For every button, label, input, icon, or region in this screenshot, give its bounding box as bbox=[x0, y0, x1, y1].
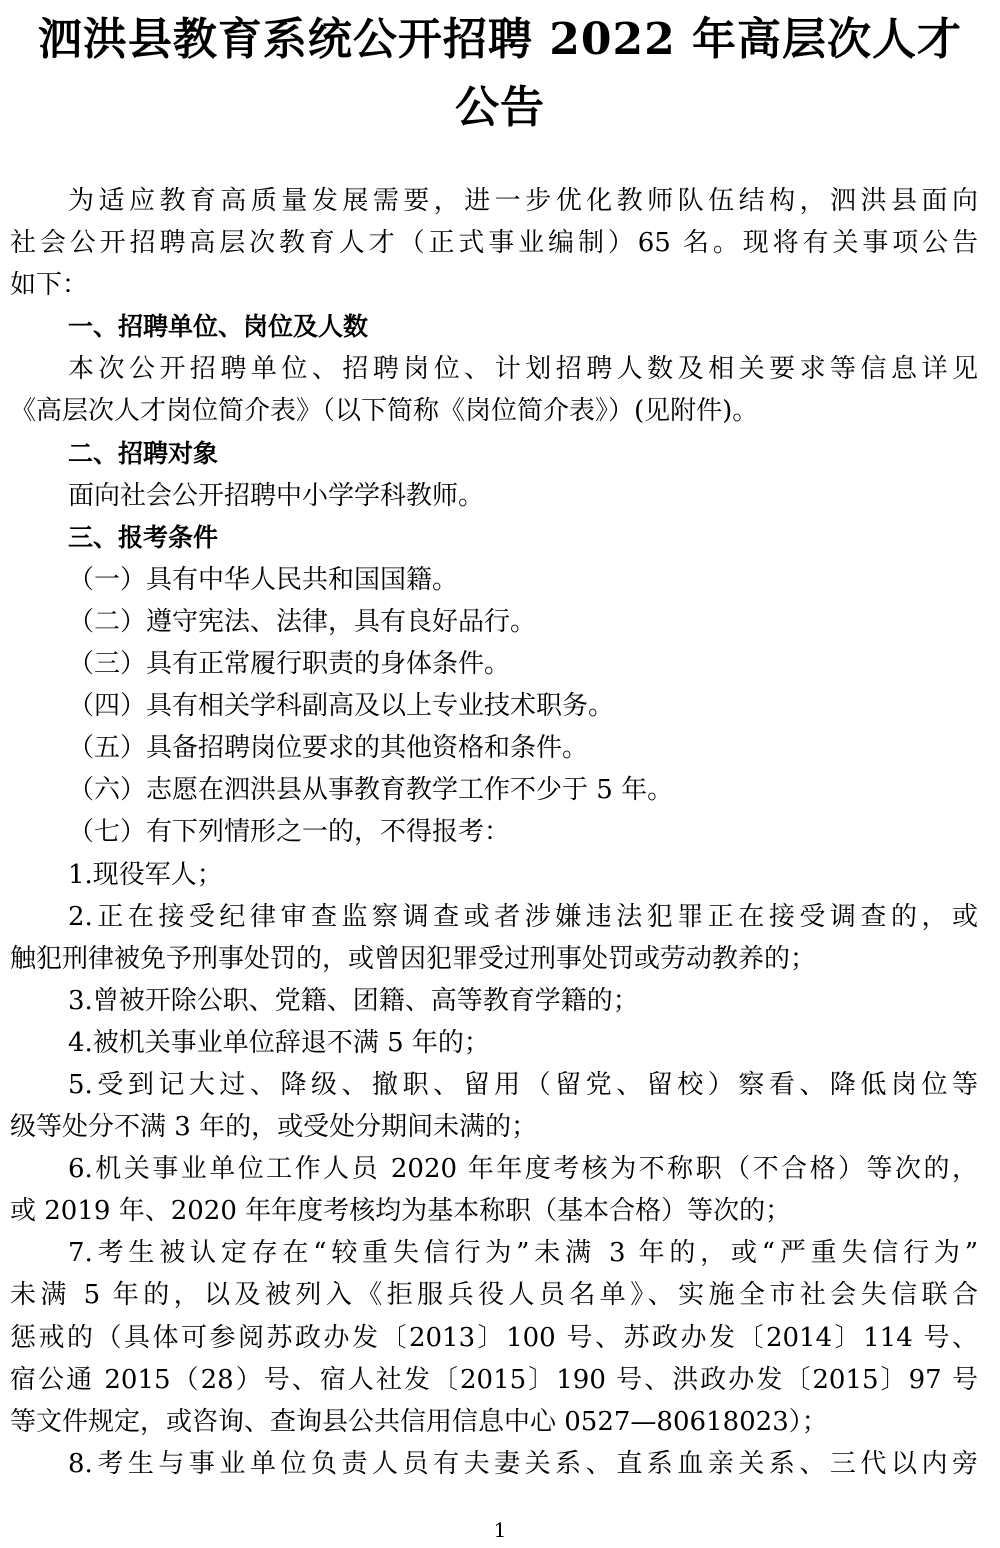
document-title-line-2: 公告 bbox=[455, 82, 545, 133]
paragraph-line: 如下： bbox=[10, 270, 89, 301]
exclusion-item: 2.正在接受纪律审查监察调查或者涉嫌违法犯罪正在接受调查的，或 bbox=[68, 901, 978, 932]
exclusion-item: 5.受到记大过、降级、撤职、留用（留党、留校）察看、降低岗位等 bbox=[68, 1069, 978, 1100]
paragraph-line: 社会公开招聘高层次教育人才（正式事业编制）65 名。现将有关事项公告 bbox=[10, 228, 978, 259]
paragraph-line: 《高层次人才岗位简介表》（以下简称《岗位简介表》）(见附件)。 bbox=[10, 396, 759, 427]
condition-item: （二）遵守宪法、法律，具有良好品行。 bbox=[68, 606, 537, 637]
section-heading-3: 三、报考条件 bbox=[68, 522, 219, 552]
exclusion-item: 6.机关事业单位工作人员 2020 年年度考核为不称职（不合格）等次的， bbox=[68, 1154, 978, 1185]
exclusion-item-continued: 或 2019 年、2020 年年度考核均为基本称职（基本合格）等次的； bbox=[10, 1196, 792, 1227]
page-number: 1 bbox=[493, 1518, 507, 1542]
section-heading-1: 一、招聘单位、岗位及人数 bbox=[68, 312, 369, 342]
condition-item: （六）志愿在泗洪县从事教育教学工作不少于 5 年。 bbox=[68, 775, 674, 806]
paragraph-line: 为适应教育高质量发展需要，进一步优化教师队伍结构，泗洪县面向 bbox=[68, 186, 978, 216]
condition-item: （七）有下列情形之一的，不得报考： bbox=[68, 817, 511, 848]
document-title-line-1: 泗洪县教育系统公开招聘 2022 年高层次人才 bbox=[37, 14, 963, 65]
exclusion-item-continued: 未满 5 年的，以及被列入《拒服兵役人员名单》、实施全市社会失信联合 bbox=[10, 1280, 978, 1311]
exclusion-item-continued: 级等处分不满 3 年的，或受处分期间未满的； bbox=[10, 1112, 538, 1143]
paragraph-line: 本次公开招聘单位、招聘岗位、计划招聘人数及相关要求等信息详见 bbox=[68, 354, 978, 385]
exclusion-item-continued: 触犯刑律被免予刑事处罚的，或曾因犯罪受过刑事处罚或劳动教养的； bbox=[10, 943, 817, 974]
exclusion-item-continued: 惩戒的（具体可参阅苏政办发〔2013〕100 号、苏政办发〔2014〕114 号、 bbox=[10, 1322, 978, 1353]
section-heading-2: 二、招聘对象 bbox=[68, 438, 219, 468]
exclusion-item: 4.被机关事业单位辞退不满 5 年的； bbox=[68, 1027, 490, 1058]
condition-item: （一）具有中华人民共和国国籍。 bbox=[68, 564, 459, 595]
exclusion-item: 7.考生被认定存在“较重失信行为”未满 3 年的，或“严重失信行为” bbox=[68, 1238, 978, 1269]
condition-item: （三）具有正常履行职责的身体条件。 bbox=[68, 649, 511, 680]
paragraph-line: 面向社会公开招聘中小学学科教师。 bbox=[68, 480, 485, 511]
condition-item: （四）具有相关学科副高及以上专业技术职务。 bbox=[68, 691, 615, 722]
exclusion-item: 3.曾被开除公职、党籍、团籍、高等教育学籍的； bbox=[68, 985, 639, 1016]
condition-item: （五）具备招聘岗位要求的其他资格和条件。 bbox=[68, 733, 589, 764]
exclusion-item: 1.现役军人； bbox=[68, 859, 223, 890]
exclusion-item-continued: 等文件规定，或咨询、查询县公共信用信息中心 0527—80618023）； bbox=[10, 1406, 828, 1437]
document-body bbox=[10, 180, 978, 1485]
exclusion-item-continued: 宿公通 2015（28）号、宿人社发〔2015〕190 号、洪政办发〔2015〕97 号 bbox=[10, 1364, 978, 1395]
exclusion-item: 8.考生与事业单位负责人员有夫妻关系、直系血亲关系、三代以内旁 bbox=[68, 1448, 978, 1479]
